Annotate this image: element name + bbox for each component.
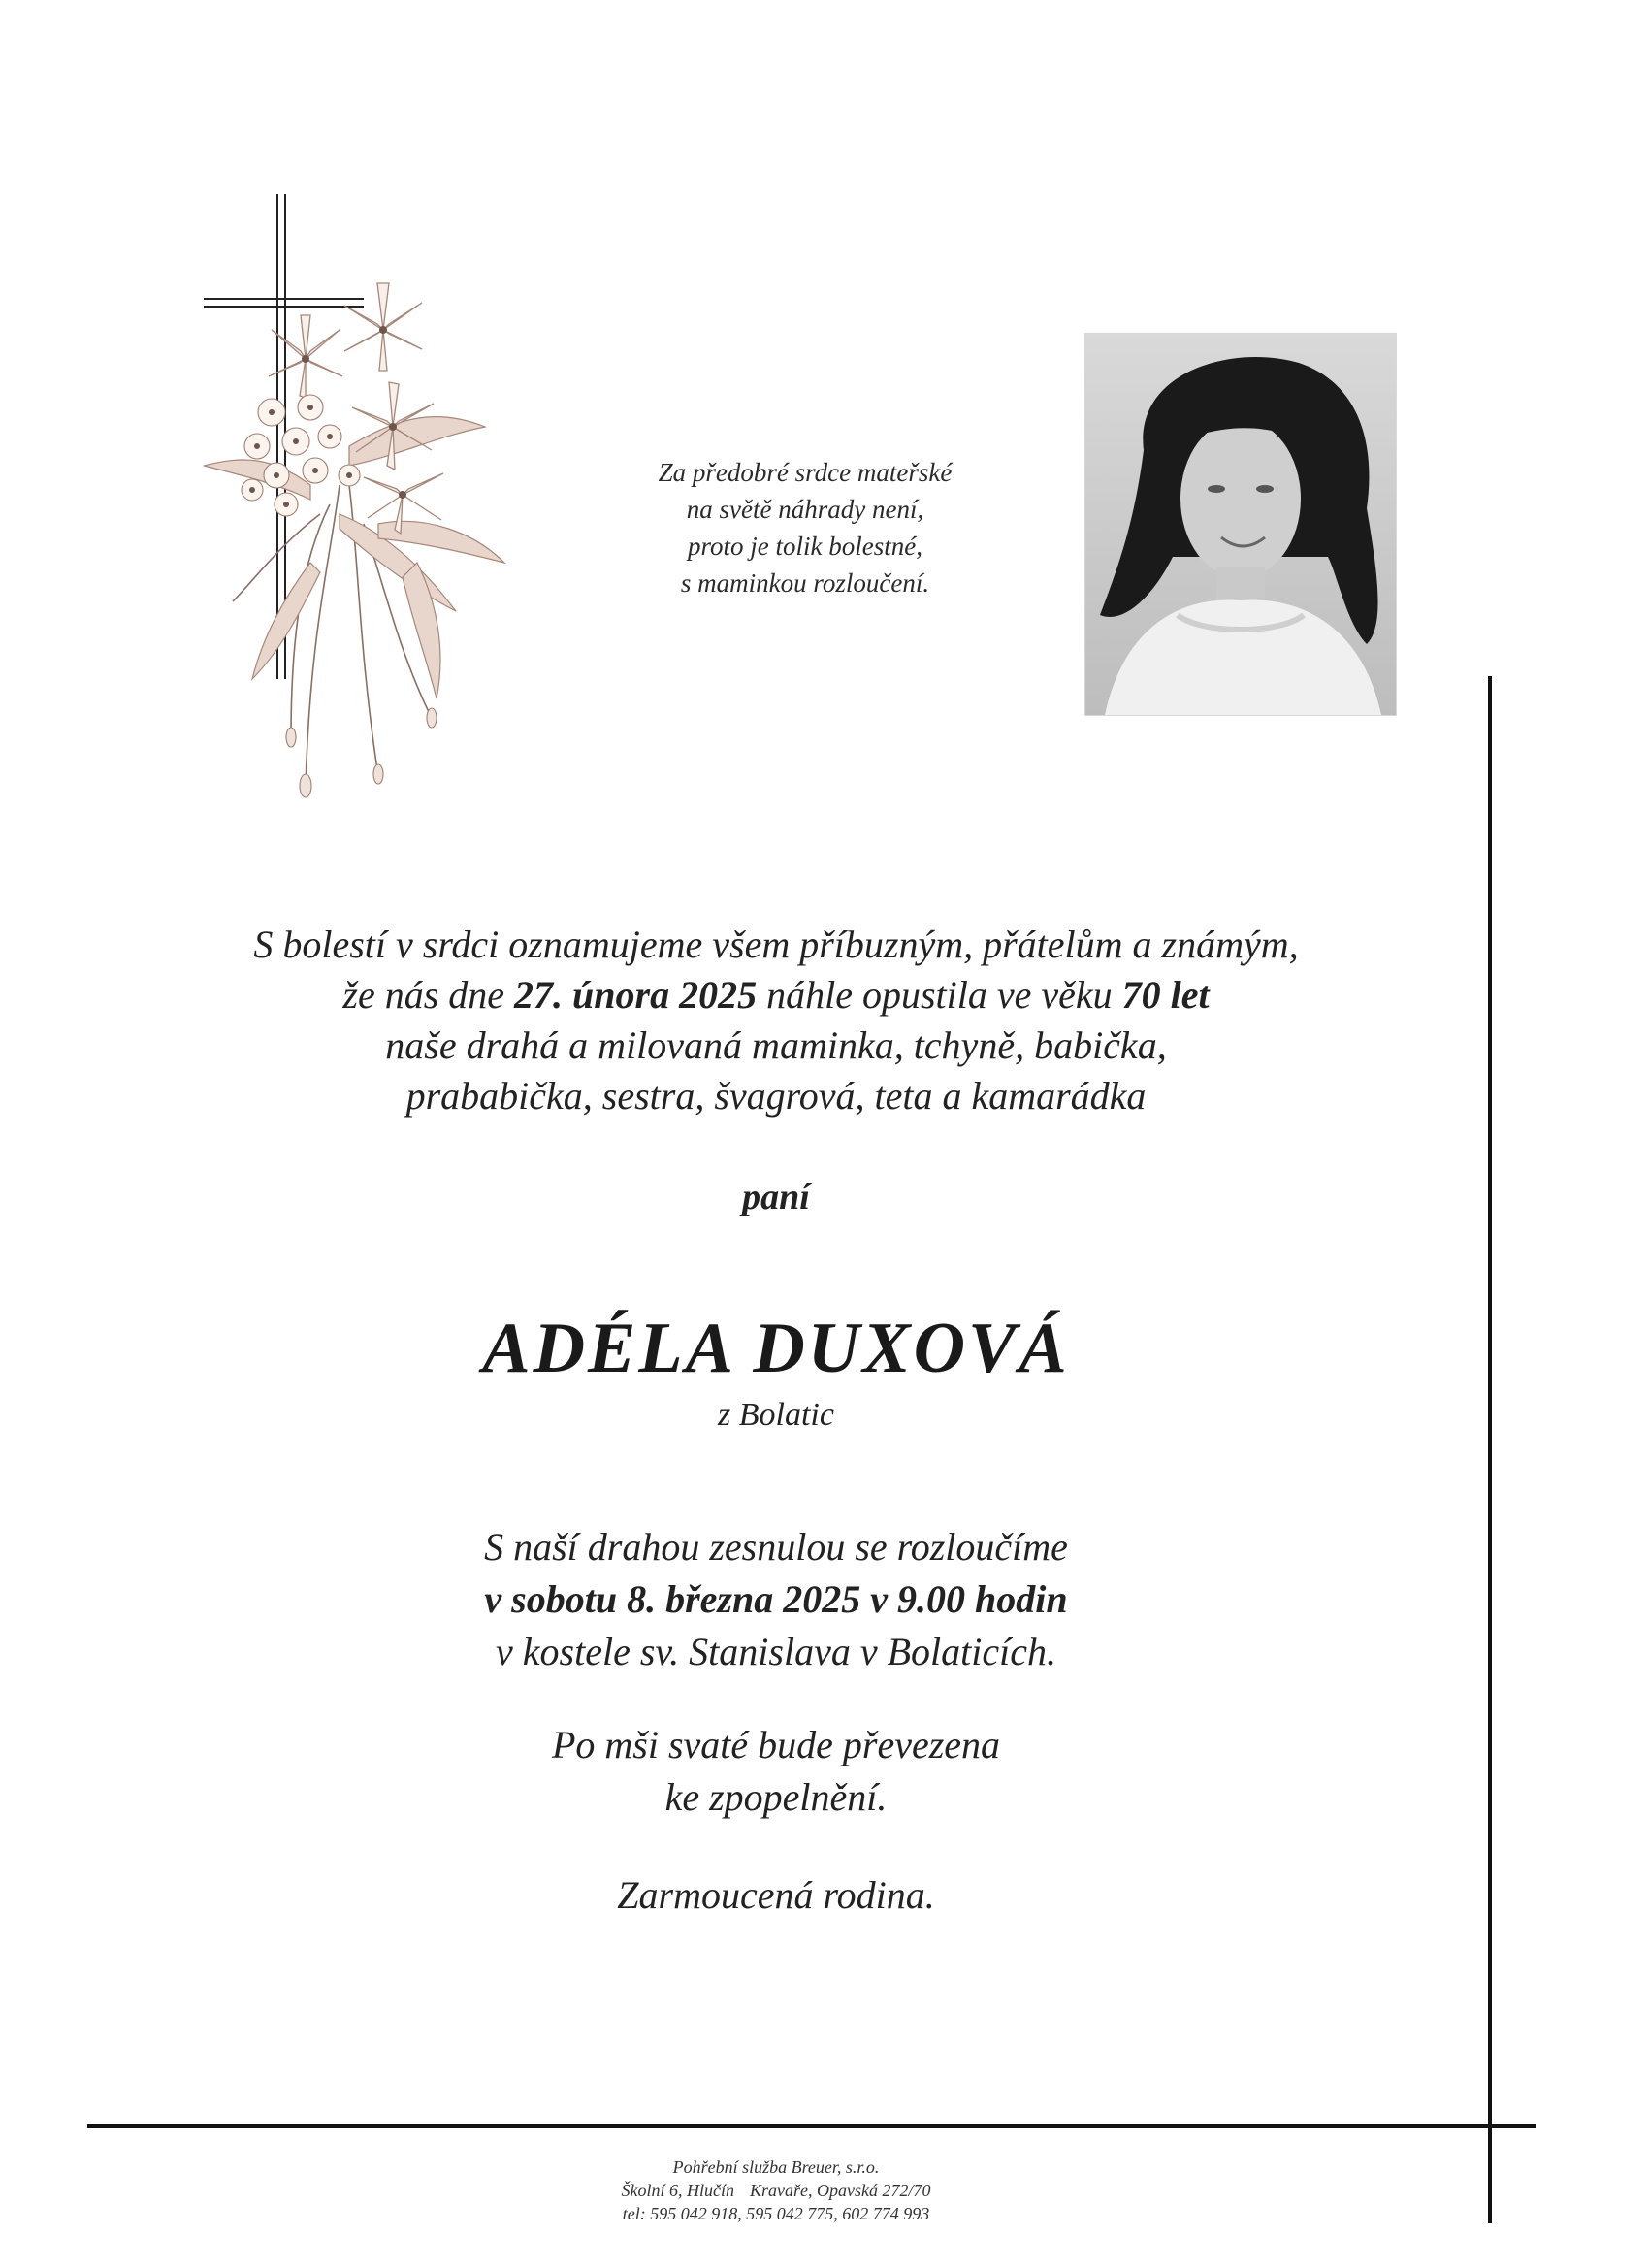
announcement-line-date xyxy=(146,970,1406,1021)
announcement xyxy=(146,920,1406,1121)
funeral-info xyxy=(242,1521,1310,1678)
funeral-datetime: v sobotu 8. března 2025 v 9.00 hodin xyxy=(484,1577,1068,1621)
poem-line: s maminkou rozloučení. xyxy=(680,568,930,598)
cross-with-lilies-icon xyxy=(194,194,524,800)
date-of-death: 27. února 2025 xyxy=(514,973,758,1017)
address-kravare: Kravaře, Opavská 272/70 xyxy=(750,2181,931,2200)
poem-line: proto je tolik bolestné, xyxy=(688,532,922,561)
company-addresses xyxy=(485,2179,1067,2202)
deceased-origin: z Bolatic xyxy=(718,1397,834,1433)
honorific-title: paní xyxy=(742,1177,810,1217)
funeral-location: v kostele sv. Stanislava v Bolaticích. xyxy=(496,1630,1056,1673)
announcement-line: prababička, sestra, švagrová, teta a kamarádka xyxy=(405,1074,1147,1118)
funeral-service-footer xyxy=(485,2155,1067,2225)
company-name: Pohřební služba Breuer, s.r.o. xyxy=(672,2157,880,2177)
cremation-note xyxy=(291,1719,1261,1824)
funeral-line: S naší drahou zesnulou se rozloučíme xyxy=(484,1525,1068,1569)
deceased-name: ADÉLA DUXOVÁ xyxy=(482,1309,1070,1388)
horizontal-rule xyxy=(87,2124,1536,2128)
poem-line: Za předobré srdce mateřské xyxy=(658,458,953,487)
closing-signature: Zarmoucená rodina. xyxy=(617,1873,935,1917)
vertical-rule xyxy=(1488,676,1492,2223)
company-phones: tel: 595 042 918, 595 042 775, 602 774 993 xyxy=(622,2204,930,2223)
announcement-line: naše drahá a milovaná maminka, tchyně, babička, xyxy=(385,1023,1167,1067)
poem xyxy=(572,454,1038,601)
poem-line: na světě náhrady není, xyxy=(686,495,924,524)
portrait-photo xyxy=(1084,333,1397,716)
cremation-line: ke zpopelnění. xyxy=(664,1775,888,1819)
announcement-text: náhle opustila ve věku xyxy=(766,973,1113,1017)
announcement-text: že nás dne xyxy=(342,973,505,1017)
portrait-photo-icon xyxy=(1085,334,1396,715)
cremation-line: Po mši svaté bude převezena xyxy=(551,1723,1001,1766)
announcement-line: S bolestí v srdci oznamujeme všem příbuzným, přátelům a známým, xyxy=(253,923,1299,966)
age: 70 let xyxy=(1121,973,1210,1017)
address-hlucin: Školní 6, Hlučín xyxy=(621,2181,734,2200)
